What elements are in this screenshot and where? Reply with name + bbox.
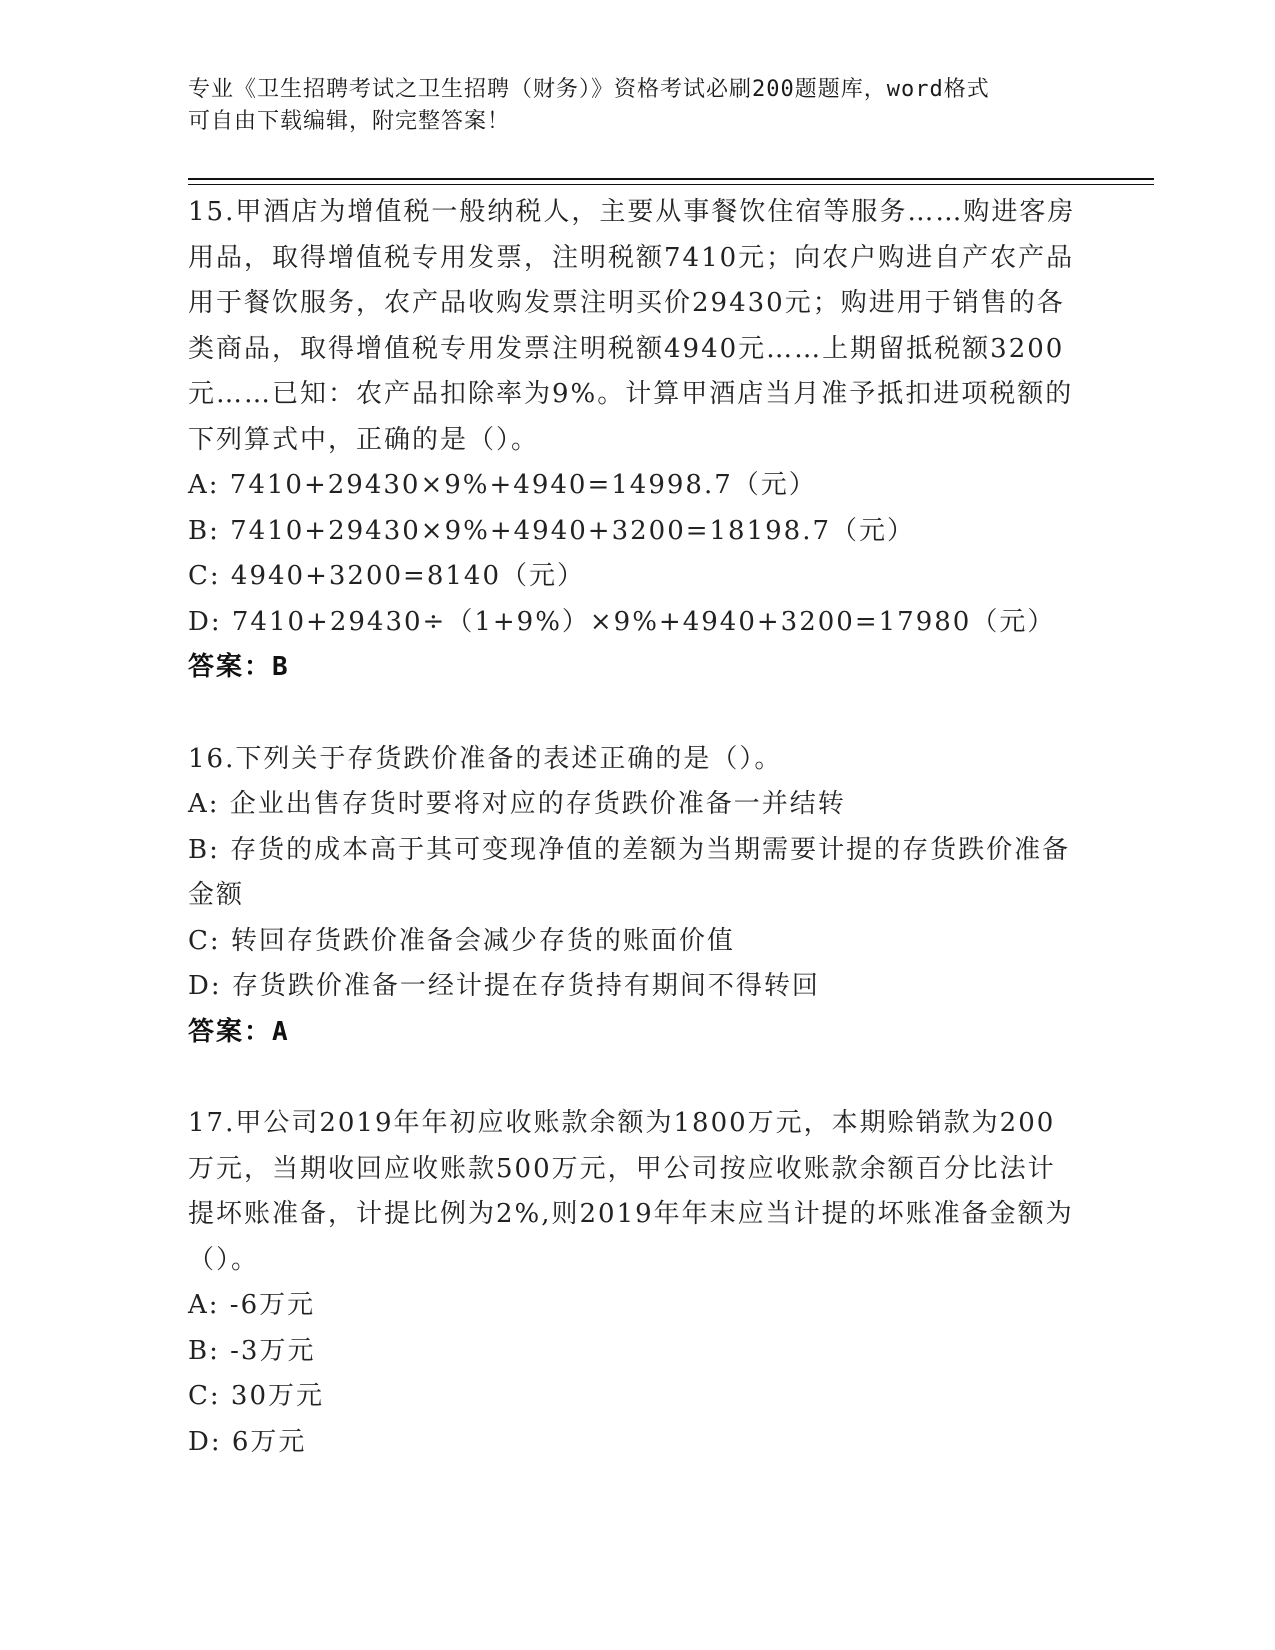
question-15: [188, 190, 1088, 691]
spacer: [188, 1055, 1088, 1101]
question-17: [188, 1101, 1088, 1465]
header-line-1: 专业《卫生招聘考试之卫生招聘（财务）》资格考试必刷200题题库，word格式: [188, 77, 990, 102]
option-b: B: 存货的成本高于其可变现净值的差额为当期需要计提的存货跌价准备金额: [188, 834, 1071, 910]
header-line-2: 可自由下载编辑，附完整答案！: [188, 109, 511, 134]
option-b: B: -3万元: [188, 1335, 316, 1366]
option-c: C: 转回存货跌价准备会减少存货的账面价值: [188, 925, 735, 956]
option-a: A: 7410+29430×9%+4940=14998.7（元）: [188, 470, 817, 500]
header-divider-thick: [188, 178, 1154, 180]
header-divider-thin: [188, 184, 1154, 185]
option-c: C: 4940+3200=8140（元）: [188, 561, 585, 591]
document-header: [188, 74, 1068, 138]
question-text: 17.甲公司2019年年初应收账款余额为1800万元，本期赊销款为200万元，当期收回应收账款500万元，甲公司按应收账款余额百分比法计提坏账准备，计提比例为2%,则2019年年末应当计提的坏账准备金额为（）。: [188, 1108, 1074, 1275]
question-list: [188, 190, 1088, 1465]
option-a: A: 企业出售存货时要将对应的存货跌价准备一并结转: [188, 789, 846, 819]
answer: 答案：A: [188, 1016, 290, 1047]
option-b: B: 7410+29430×9%+4940+3200=18198.7（元）: [188, 515, 916, 546]
answer: 答案：B: [188, 652, 290, 682]
option-a: A: -6万元: [188, 1290, 316, 1320]
question-16: [188, 737, 1088, 1056]
option-d: D: 6万元: [188, 1426, 307, 1457]
question-text: 16.下列关于存货跌价准备的表述正确的是（）。: [188, 743, 783, 774]
option-d: D: 7410+29430÷（1+9%）×9%+4940+3200=17980（元）: [188, 606, 1056, 637]
question-text: 15.甲酒店为增值税一般纳税人，主要从事餐饮住宿等服务……购进客房用品，取得增值税专用发票，注明税额7410元；向农户购进自产农产品用于餐饮服务，农产品收购发票注明买价29430元；购进用于销售的各类商品，取得增值税专用发票注明税额4940元……上期留抵税额3200元……已知：农产品扣除率为9%。计算甲酒店当月准予抵扣进项税额的下列算式中，正确的是（）。: [188, 197, 1076, 455]
spacer: [188, 691, 1088, 737]
option-c: C: 30万元: [188, 1381, 325, 1411]
option-d: D: 存货跌价准备一经计提在存货持有期间不得转回: [188, 971, 820, 1001]
